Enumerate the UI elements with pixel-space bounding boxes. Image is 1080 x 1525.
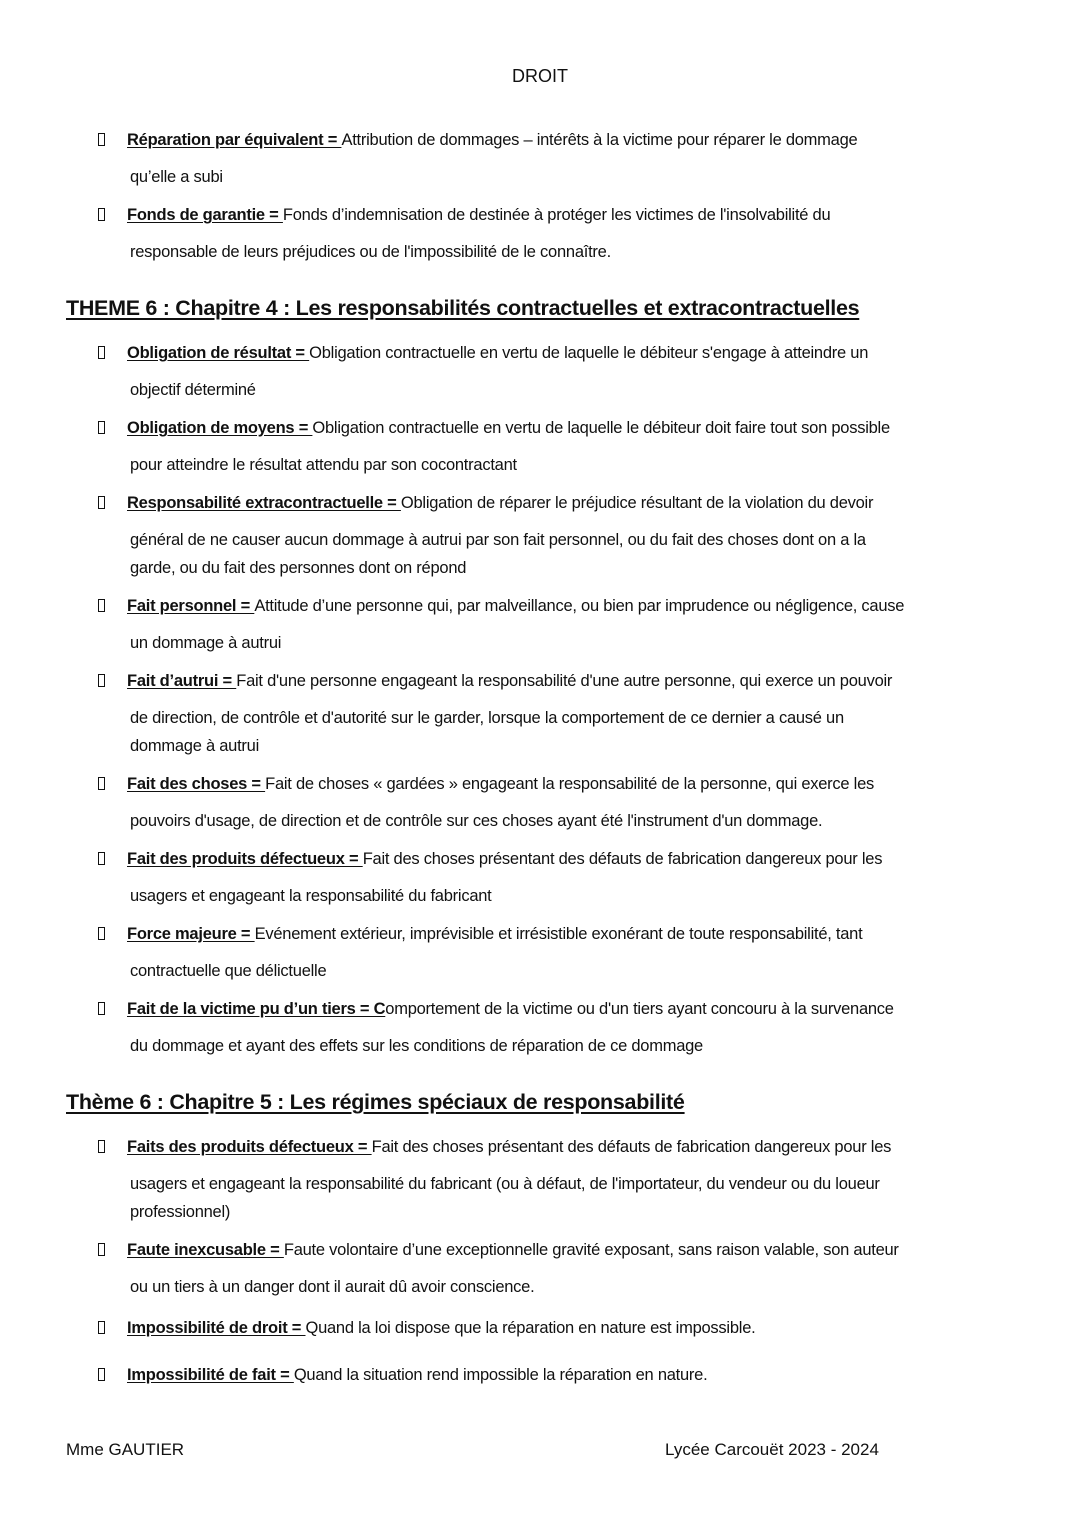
definition-text: Attitude d’une personne qui, par malveillance, ou bien par imprudence ou négligence, cause [254,597,905,615]
footer-author: Mme GAUTIER [66,1440,185,1459]
definition-item [98,997,894,1062]
bullet-box-icon [98,1002,105,1015]
definition-text: Obligation de réparer le préjudice résultant de la violation du devoir [400,494,874,512]
definition-item [98,669,892,762]
definition-term: Faute inexcusable = [127,1241,284,1259]
definition-item [98,922,862,987]
definition-text: Fonds d’indemnisation de destinée à protéger les victimes de l'insolvabilité du [282,206,831,224]
definition-text: omportement de la victime ou d'un tiers ayant concouru à la survenance [385,1000,894,1018]
definition-text: Attribution de dommages – intérêts à la victime pour réparer le dommage [341,131,858,149]
bullet-box-icon [98,133,105,146]
definition-item [98,128,857,193]
definition-text: Obligation contractuelle en vertu de laquelle le débiteur s'engage à atteindre un [309,344,869,362]
definition-text: professionnel) [130,1203,231,1221]
definition-text: garde, ou du fait des personnes dont on répond [130,559,467,577]
bullet-box-icon [98,1243,105,1256]
definition-term: Responsabilité extracontractuelle = [127,494,401,512]
definition-text: qu’elle a subi [130,168,223,186]
definition-text: général de ne causer aucun dommage à autrui par son fait personnel, ou du fait des choses dont on a la [130,531,866,549]
definition-term: Fait de la victime pu d’un tiers = C [127,1000,386,1018]
definition-term: Fait d’autrui = [127,672,237,690]
bullet-box-icon [98,1140,105,1153]
definition-item [98,1135,891,1228]
footer-school: Lycée Carcouët 2023 - 2024 [665,1440,879,1459]
definition-text: un dommage à autrui [130,634,282,652]
definition-text: Fait d'une personne engageant la responsabilité d'une autre personne, qui exerce un pouvoir [236,672,893,690]
definition-item [98,772,874,837]
definition-item [98,1316,755,1353]
definition-item [98,847,882,912]
definition-text: Faute volontaire d’une exceptionnelle gravité exposant, sans raison valable, son auteur [283,1241,899,1259]
definition-text: responsable de leurs préjudices ou de l'impossibilité de le connaître. [130,243,611,261]
definition-item [98,203,830,268]
definition-term: Impossibilité de fait = [127,1366,294,1384]
definition-text: Evénement extérieur, imprévisible et irrésistible exonérant de toute responsabilité, tant [254,925,863,943]
definition-term: Obligation de résultat = [127,344,310,362]
definition-text: contractuelle que délictuelle [130,962,327,980]
definition-term: Obligation de moyens = [127,419,313,437]
definition-text: Fait de choses « gardées » engageant la responsabilité de la personne, qui exerce les [265,775,875,793]
bullet-box-icon [98,346,105,359]
definition-term: Impossibilité de droit = [127,1319,306,1337]
definition-text: pouvoirs d'usage, de direction et de contrôle sur ces choses ayant été l'instrument d'un dommage. [130,812,823,830]
definition-item [98,1363,707,1400]
definition-item [98,341,868,406]
bullet-box-icon [98,1321,105,1334]
definition-term: Fonds de garantie = [127,206,283,224]
definition-item [98,491,873,584]
definition-text: ou un tiers à un danger dont il aurait dû avoir conscience. [130,1278,535,1296]
definition-text: dommage à autrui [130,737,259,755]
bullet-box-icon [98,421,105,434]
definition-term: Fait personnel = [127,597,255,615]
definition-text: usagers et engageant la responsabilité du fabricant [130,887,492,905]
definition-text: Obligation contractuelle en vertu de laquelle le débiteur doit faire tout son possible [312,419,890,437]
definition-item [98,1238,899,1303]
bullet-box-icon [98,674,105,687]
definition-text: objectif déterminé [130,381,256,399]
bullet-box-icon [98,1368,105,1381]
definition-text: de direction, de contrôle et d'autorité sur le garder, lorsque la comportement de ce dernier a causé un [130,709,844,727]
definition-term: Faits des produits défectueux = [127,1138,372,1156]
definition-text: pour atteindre le résultat attendu par son cocontractant [130,456,517,474]
definition-term: Force majeure = [127,925,255,943]
bullet-box-icon [98,208,105,221]
definition-item [98,594,904,659]
definition-term: Réparation par équivalent = [127,131,342,149]
section-heading: Thème 6 : Chapitre 5 : Les régimes spéciaux de responsabilité [66,1090,685,1114]
definition-text: usagers et engageant la responsabilité du fabricant (ou à défaut, de l'importateur, du vendeur ou du loueur [130,1175,880,1193]
definition-text: Fait des choses présentant des défauts de fabrication dangereux pour les [371,1138,892,1156]
section-heading: THEME 6 : Chapitre 4 : Les responsabilités contractuelles et extracontractuelles [66,296,860,320]
bullet-box-icon [98,777,105,790]
definition-term: Fait des produits défectueux = [127,850,363,868]
definition-text: Quand la situation rend impossible la réparation en nature. [293,1366,708,1384]
definition-text: du dommage et ayant des effets sur les conditions de réparation de ce dommage [130,1037,703,1055]
bullet-box-icon [98,599,105,612]
bullet-box-icon [98,852,105,865]
definition-text: Fait des choses présentant des défauts de fabrication dangereux pour les [362,850,883,868]
bullet-box-icon [98,496,105,509]
page-header-title: DROIT [512,66,568,86]
definition-item [98,416,890,481]
definition-term: Fait des choses = [127,775,266,793]
bullet-box-icon [98,927,105,940]
definition-text: Quand la loi dispose que la réparation en nature est impossible. [305,1319,756,1337]
